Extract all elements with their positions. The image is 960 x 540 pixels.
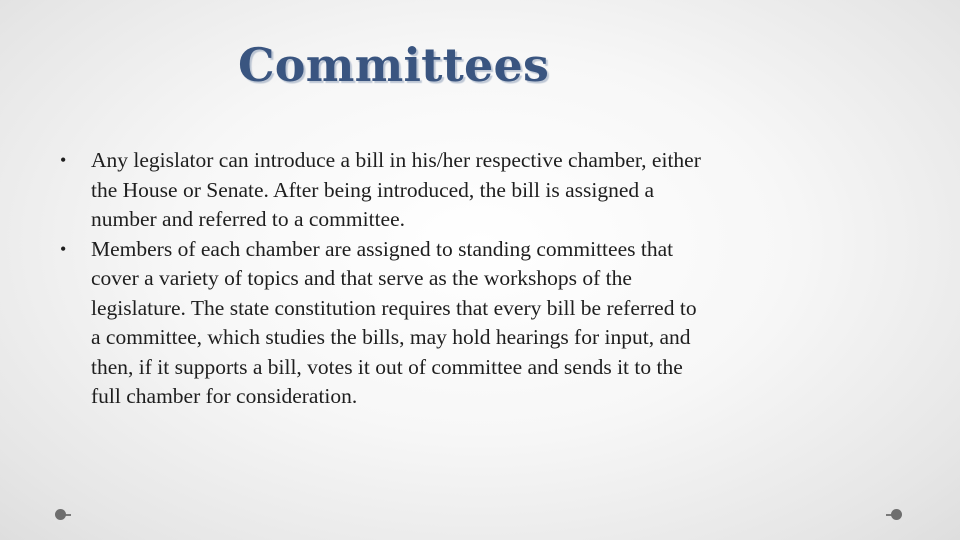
bullet-item [60, 146, 710, 235]
bullet-list [60, 146, 710, 412]
slide-title: Committees [238, 38, 550, 92]
bullet-marker: • [60, 238, 67, 259]
bullet-item [60, 235, 710, 412]
ornament-dot-right [891, 509, 902, 520]
bullet-marker: • [60, 150, 67, 170]
bullet-text: Any legislator can introduce a bill in his/her respective chamber, either the House or Senate. After being introduced, the bill is assigned a number and referred to a committee. [91, 148, 701, 231]
bullet-text: Members of each chamber are assigned to standing committees that cover a variety of topics and that serve as the workshops of the legislature. The state constitution requires that every bill be referred to a committee, which studies the bills, may hold hearings for input, and then, if it supports a bill, votes it out of committee and sends it to the full chamber for consideration. [91, 236, 697, 408]
ornament-dot-left [55, 509, 66, 520]
